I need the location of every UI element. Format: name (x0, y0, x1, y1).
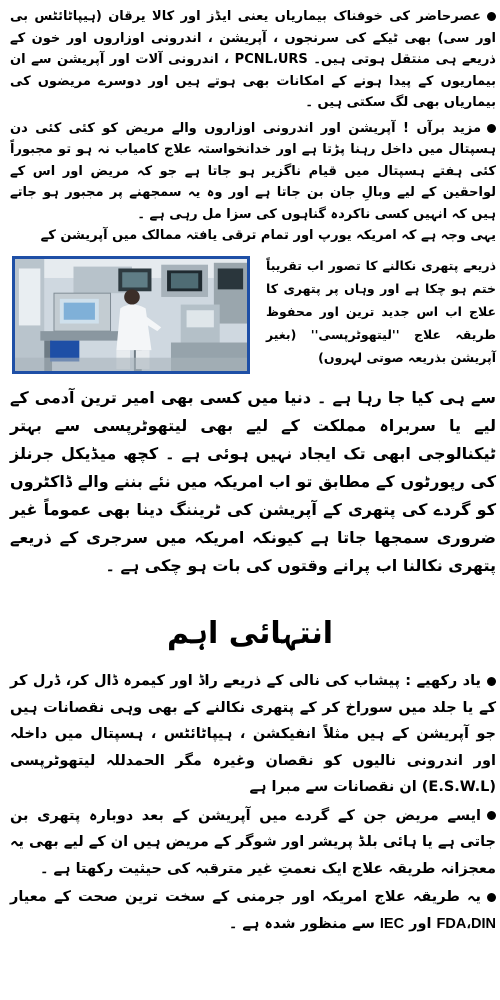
paragraph-hospital-stay-text: مزید برآں ! آپریشن اور اندرونی اوزاروں والے مریض کو کئی کئی دن ہسپتال میں داخل رہنا پڑتا ہے اور خدانخواستہ علاج کامیاب نہ ہو تو مجبوراً کئی ہفتے ہسپتال میں قیام ناگزیر ہو جاتا ہے جو کہ مریض اور اس کے لواحقین کے لیے وبالِ جان بن جاتا ہے اور وہ یہ سمجھنے پر مجبور ہو جاتے ہیں کہ انہیں کسی ناکردہ گناہوں کی سزا مل رہی ہے ۔ (10, 120, 496, 222)
bullet-icon (487, 811, 496, 820)
important-section (10, 668, 496, 937)
photo-frame (12, 256, 250, 374)
approval-standard-fda-din: FDA،DIN (436, 915, 496, 932)
bullet-icon (487, 12, 496, 21)
bullet-icon (487, 677, 496, 686)
approval-standard-iec: IEC (379, 915, 405, 932)
intro-section (10, 6, 496, 247)
bullet-icon (487, 893, 496, 902)
important-point-remember (10, 668, 496, 801)
paragraph-hospital-stay (10, 118, 496, 226)
approval-text-start: یہ طریقہ علاج امریکہ اور جرمنی کے سخت ترین صحت کے معیار (10, 889, 481, 905)
bullet-icon (487, 124, 496, 133)
important-point-remember-text: یاد رکھیے : پیشاب کی نالی کے ذریعے راڈ اور کیمرہ ڈال کر، ڈرل کر کے یا جلد میں سوراخ کر کے پتھری نکالنے کے بھی وہی نقصانات ہیں جو آپریشن کے ہیں مثلاً انفیکشن ، ہیپاٹائٹس ، ہسپتال میں داخلہ اور اندرونی نالیوں کو نقصان وغیرہ مگر الحمدللہ لیتھوٹرپسی (E.S.W.L) ان نقصانات سے مبرا ہے (10, 673, 496, 795)
section-heading: انتہائی اہم (166, 616, 334, 651)
important-point-approval (10, 884, 496, 937)
important-point-recurring-stones-text: ایسے مریض جن کے گردے میں آپریشن کے بعد دوبارہ پتھری بن جاتی ہے یا ہائی بلڈ پریشر اور شوگر کے مریض ہیں ان کے لیے بھی یہ معجزانہ طریقہ علاج ایک نعمتِ غیر مترقبہ کی حیثیت رکھتا ہے ۔ (10, 807, 496, 877)
paragraph-diseases-text: عصرحاضر کی خوفناک بیماریاں یعنی ایڈز اور کالا یرقان (ہیپاٹائٹس بی اور سی) بھی ٹیکے کی سرنجوں ، آپریشن ، اندرونی اوزاروں اور خون کے ذریعے ہی منتقل ہوتی ہیں۔ PCNL،URS ، اندرونی آلات اور آپریشن سے ان بیماریوں کے پیدا ہونے کے امکانات بھی ہوتے ہیں اور دوسرے مریضوں کی بیماریاں بھی لگ سکتی ہیں ۔ (10, 9, 496, 110)
paragraph-reason-start: یہی وجہ ہے کہ امریکہ یورپ اور تمام ترقی یافتہ ممالک میں آپریشن کے (40, 228, 496, 243)
important-point-recurring-stones (10, 803, 496, 883)
approval-text-end: سے منظور شدہ ہے ۔ (228, 915, 375, 932)
lithotripsy-photo (10, 254, 254, 378)
caption-text: ذریعے پتھری نکالنے کا تصور اب تقریباً ختم ہو چکا ہے اور وہاں پر پتھری کا علاج اب اس جدید ترین اور محفوظ طریقہ علاج ''لیتھوٹرپسی'' (بغیر آپریشن بذریعہ صوتی لہروں) (266, 258, 496, 365)
main-paragraph-section (10, 384, 496, 580)
paragraph-diseases (10, 6, 496, 114)
photo-side-text (266, 254, 496, 369)
approval-text-and: اور (409, 915, 432, 932)
main-paragraph: سے ہی کیا جا رہا ہے ۔ دنیا میں کسی بھی امیر ترین آدمی کے لیے یا سربراہ مملکت کے لیے بھی لیتھوٹرپسی سے بہتر ٹیکنالوجی ابھی تک ایجاد نہیں ہوئی ہے ۔ کچھ میڈیکل جرنلز کی رپورٹوں کے مطابق تو اب امریکہ میں نئے بننے والے ڈاکٹروں کو گردے کی پتھری کے آپریشن کی ٹریننگ دینا بھی عموماً غیر ضروری سمجھا جاتا ہے کیونکہ امریکہ میں سرجری کے ذریعے پتھری نکالنا اب پرانے وقتوں کی بات ہو چکی ہے ۔ (10, 388, 496, 575)
lithotripsy-room-image (15, 259, 247, 371)
